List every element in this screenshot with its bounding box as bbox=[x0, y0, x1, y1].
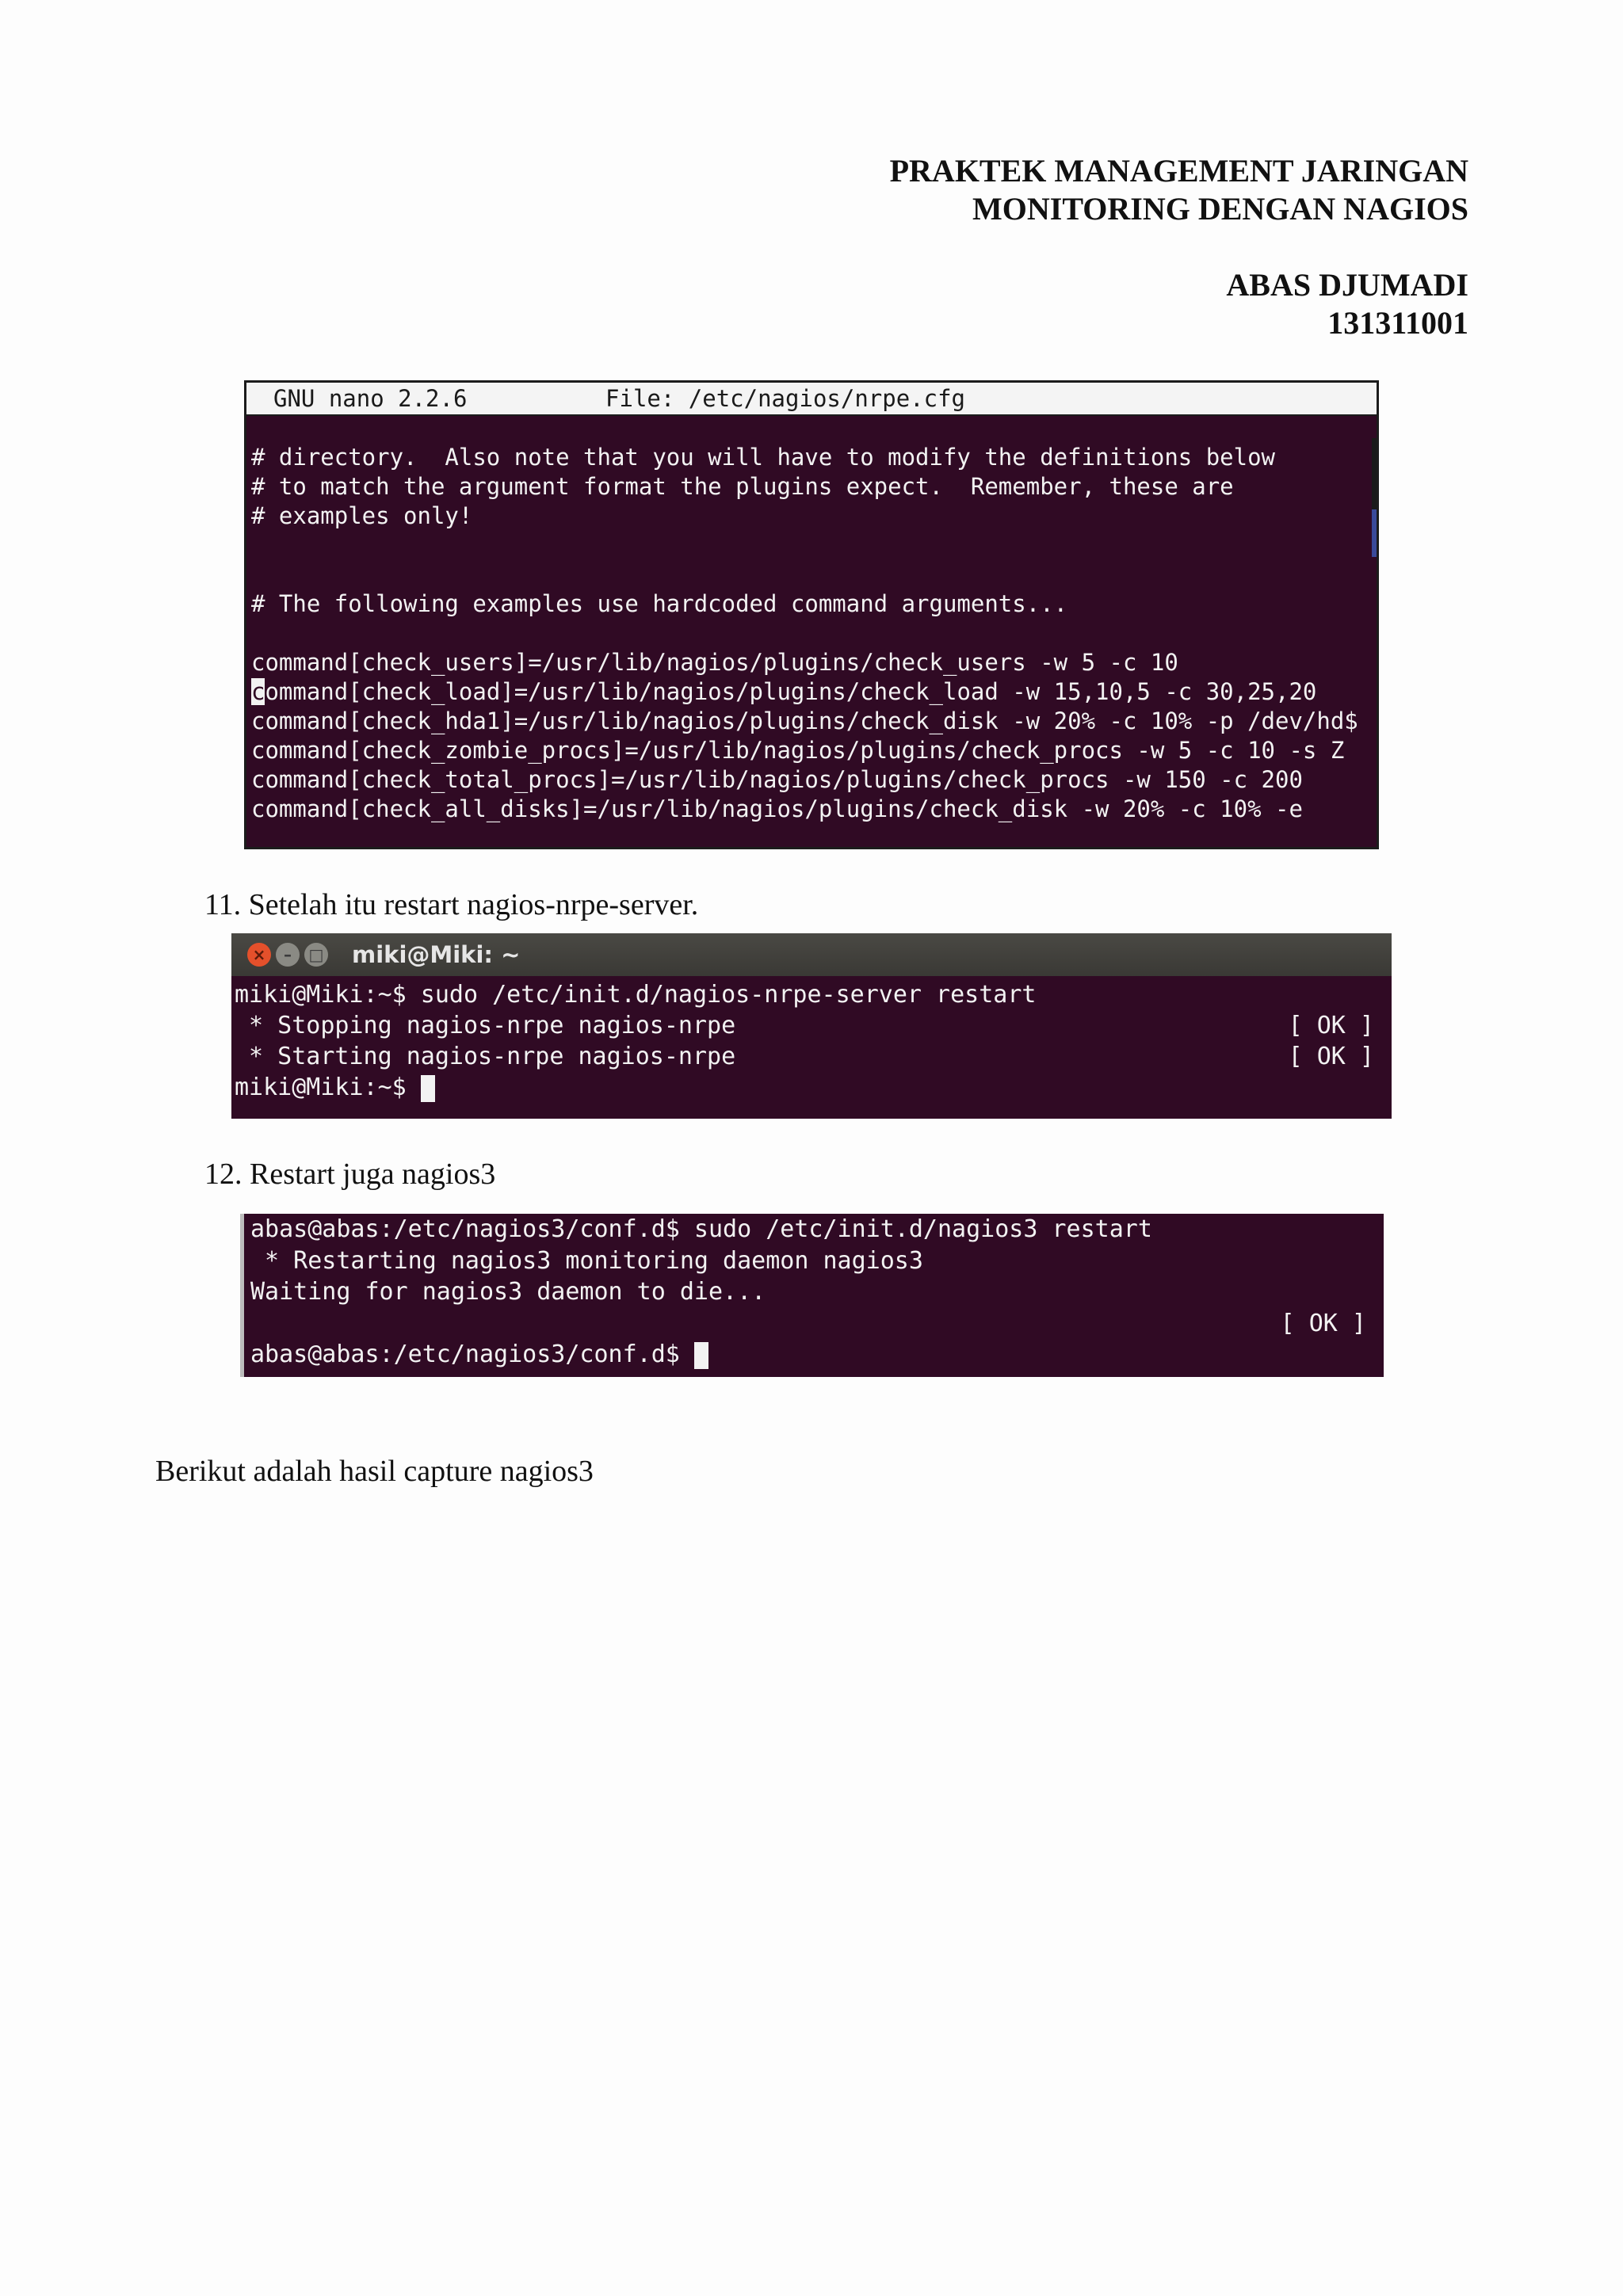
minimize-icon: – bbox=[276, 943, 300, 967]
terminal-output-line: Waiting for nagios3 daemon to die... bbox=[250, 1278, 766, 1306]
ok-status: [ OK ] bbox=[1288, 1012, 1374, 1039]
nano-file-name: File: /etc/nagios/nrpe.cfg bbox=[605, 385, 965, 412]
nano-terminal-screenshot bbox=[244, 380, 1379, 849]
author-name: ABAS DJUMADI bbox=[1226, 267, 1468, 303]
command-line-cursor bbox=[251, 677, 1377, 707]
header-title-line1: PRAKTEK MANAGEMENT JARINGAN bbox=[889, 153, 1468, 189]
close-icon: × bbox=[247, 943, 271, 967]
config-comment-line: # examples only! bbox=[251, 502, 473, 529]
document-header bbox=[890, 152, 1468, 342]
terminal-prompt-line bbox=[250, 1339, 1384, 1371]
terminal-output-line bbox=[235, 1041, 1392, 1072]
starting-text: * Starting nagios-nrpe nagios-nrpe bbox=[235, 1043, 736, 1070]
step-12-text: 12. Restart juga nagios3 bbox=[204, 1158, 496, 1191]
text-cursor: c bbox=[251, 678, 265, 705]
nano-version: GNU nano 2.2.6 bbox=[273, 385, 468, 412]
stopping-text: * Stopping nagios-nrpe nagios-nrpe bbox=[235, 1012, 736, 1039]
nano-status-bar bbox=[246, 383, 1377, 416]
terminal-title: miki@Miki: ~ bbox=[352, 941, 521, 968]
miki-terminal-screenshot bbox=[231, 933, 1392, 1119]
terminal-titlebar bbox=[231, 933, 1392, 976]
terminal-prompt: abas@abas:/etc/nagios3/conf.d$ bbox=[250, 1341, 694, 1368]
command-line: command[check_total_procs]=/usr/lib/nagios/plugins/check_procs -w 150 -c 200 bbox=[251, 766, 1303, 793]
header-title-line2: MONITORING DENGAN NAGIOS bbox=[972, 191, 1468, 227]
command-line: command[check_zombie_procs]=/usr/lib/nagios/plugins/check_procs -w 5 -c 10 -s Z bbox=[251, 737, 1345, 764]
ok-status: [ OK ] bbox=[1280, 1309, 1366, 1337]
command-line: command[check_all_disks]=/usr/lib/nagios/plugins/check_disk -w 20% -c 10% -e bbox=[251, 795, 1303, 822]
config-comment-line: # to match the argument format the plugins expect. Remember, these are bbox=[251, 473, 1234, 500]
config-comment-line: # directory. Also note that you will have to modify the definitions below bbox=[251, 444, 1276, 471]
terminal-output-line bbox=[235, 1010, 1392, 1041]
command-line: command[check_users]=/usr/lib/nagios/plugins/check_users -w 5 -c 10 bbox=[251, 649, 1178, 676]
config-comment-line: # The following examples use hardcoded command arguments... bbox=[251, 590, 1068, 617]
terminal-output-line bbox=[250, 1308, 1384, 1340]
maximize-icon: □ bbox=[304, 943, 328, 967]
student-id: 131311001 bbox=[1327, 305, 1468, 341]
terminal-prompt-line bbox=[235, 1072, 1392, 1103]
terminal-prompt: miki@Miki:~$ bbox=[235, 1074, 421, 1101]
terminal-cursor bbox=[421, 1075, 435, 1102]
step-11-text: 11. Setelah itu restart nagios-nrpe-server. bbox=[204, 888, 699, 921]
terminal-cursor bbox=[694, 1342, 708, 1369]
command-line-rest: ommand[check_load]=/usr/lib/nagios/plugins/check_load -w 15,10,5 -c 30,25,20 bbox=[265, 678, 1317, 705]
terminal-command: abas@abas:/etc/nagios3/conf.d$ sudo /etc/init.d/nagios3 restart bbox=[250, 1215, 1152, 1243]
abas-terminal-screenshot bbox=[240, 1214, 1384, 1377]
ok-status: [ OK ] bbox=[1288, 1043, 1374, 1070]
closing-paragraph: Berikut adalah hasil capture nagios3 bbox=[155, 1455, 594, 1488]
terminal-output-line: * Restarting nagios3 monitoring daemon nagios3 bbox=[250, 1246, 923, 1275]
terminal-command: miki@Miki:~$ sudo /etc/init.d/nagios-nrpe-server restart bbox=[235, 981, 1037, 1009]
command-line: command[check_hda1]=/usr/lib/nagios/plugins/check_disk -w 20% -c 10% -p /dev/hd$ bbox=[251, 707, 1358, 734]
